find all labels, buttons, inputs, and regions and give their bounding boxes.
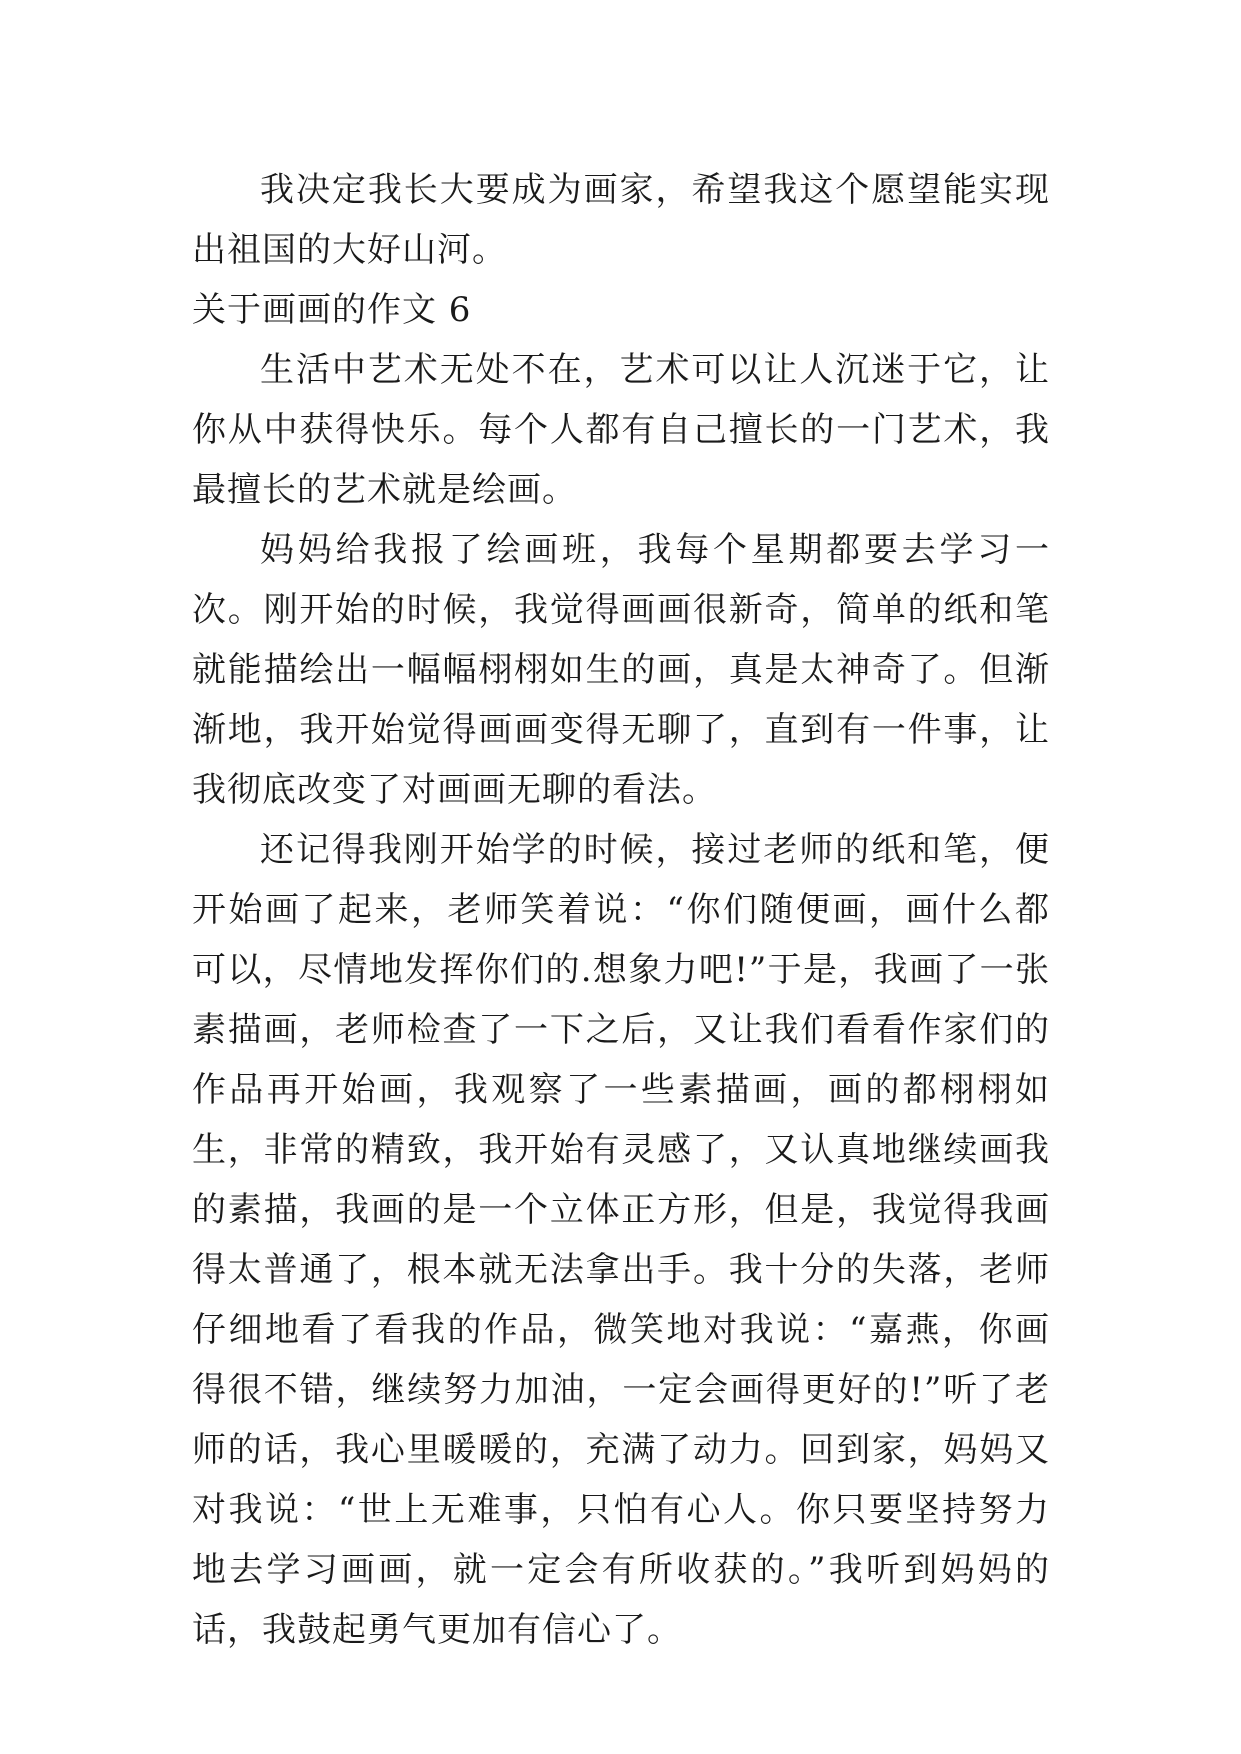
section-title: 关于画画的作文 6 (192, 290, 472, 330)
intro-paragraph: 我决定我长大要成为画家，希望我这个愿望能实现出祖国的大好山河。 (192, 170, 1050, 270)
paragraph-3: 还记得我刚开始学的时候，接过老师的纸和笔，便开始画了起来，老师笑着说：“你们随便画，画什么都可以，尽情地发挥你们的.想象力吧!”于是，我画了一张素描画，老师检查了一下之后，又让我们看看作家们的作品再开始画，我观察了一些素描画，画的都栩栩如生，非常的精致，我开始有灵感了，又认真地继续画我的素描，我画的是一个立体正方形，但是，我觉得我画得太普通了，根本就无法拿出手。我十分的失落，老师仔细地看了看我的作品，微笑地对我说：“嘉燕，你画得很不错，继续努力加油，一定会画得更好的!”听了老师的话，我心里暖暖的，充满了动力。回到家，妈妈又对我说：“世上无难事，只怕有心人。你只要坚持努力地去学习画画，就一定会有所收获的。”我听到妈妈的话，我鼓起勇气更加有信心了。 (192, 830, 1050, 1650)
paragraph-2: 妈妈给我报了绘画班，我每个星期都要去学习一次。刚开始的时候，我觉得画画很新奇，简单的纸和笔就能描绘出一幅幅栩栩如生的画，真是太神奇了。但渐渐地，我开始觉得画画变得无聊了，直到有一件事，让我彻底改变了对画画无聊的看法。 (192, 530, 1050, 810)
paragraph-1: 生活中艺术无处不在，艺术可以让人沉迷于它，让你从中获得快乐。每个人都有自己擅长的一门艺术，我最擅长的艺术就是绘画。 (192, 350, 1050, 510)
document-page (192, 160, 1050, 1660)
